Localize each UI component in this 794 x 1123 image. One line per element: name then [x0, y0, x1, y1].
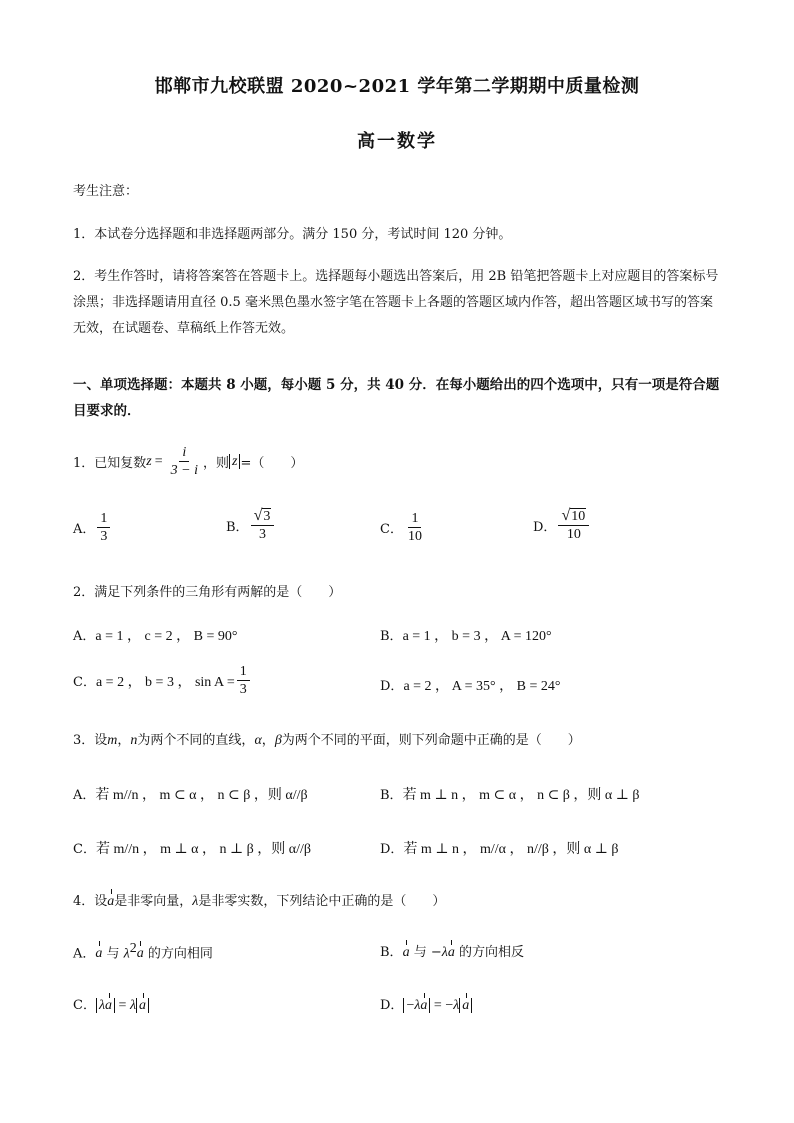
- q1-option-d: [533, 508, 591, 543]
- option-text: a = 1 ， b = 3 ， A = 120°: [402, 629, 552, 644]
- option-text: a = 1 ， c = 2 ， B = 90°: [95, 629, 238, 644]
- q2-option-c: [73, 663, 252, 698]
- radicand: 3: [263, 509, 271, 524]
- abs-value: [403, 998, 430, 1013]
- option-label: D．: [380, 679, 404, 694]
- option-text: 与 −: [409, 945, 442, 960]
- option-text: 的方向相反: [454, 945, 524, 960]
- radicand: 10: [571, 509, 586, 524]
- vector-a: a: [139, 998, 147, 1013]
- fraction-den: 3: [258, 527, 266, 542]
- stem-text: 4．设: [73, 894, 108, 909]
- option-label: A．: [73, 788, 96, 803]
- stem-text: 为两个不同的平面，则下列命题中正确的是（ ）: [281, 733, 581, 748]
- question-2-stem: 2．满足下列条件的三角形有两解的是（ ）: [73, 585, 342, 600]
- equals: = −: [430, 998, 454, 1013]
- vector-a: a: [136, 946, 144, 962]
- q2-option-a: [73, 625, 237, 645]
- vector-a: a: [95, 946, 103, 962]
- var-lambda: λ: [98, 998, 106, 1013]
- vector-a: a: [447, 945, 455, 960]
- fraction-den: 10: [566, 527, 581, 542]
- q1-c-fraction: [405, 510, 425, 545]
- exam-subtitle: 高一数学: [357, 131, 437, 152]
- section-heading: 一、单项选择题：本题共 8 小题，每小题 5 分，共 40 分．在每小题给出的四个选项中，只有一项是符合题目要求的．: [73, 377, 720, 419]
- stem-text: ，: [117, 733, 131, 748]
- q4-option-c: [73, 994, 149, 1014]
- option-text: a = 2 ， b = 3 ， sin A =: [95, 674, 235, 690]
- q1-b-fraction: [251, 508, 275, 543]
- option-label: C．: [380, 522, 403, 537]
- option-label: A．: [73, 522, 96, 537]
- fraction-num: [558, 508, 589, 526]
- stem-text: 3．设: [73, 733, 108, 748]
- var-lambda: λ: [192, 894, 199, 909]
- q3-option-b: [380, 784, 640, 804]
- q1-z: z: [146, 453, 152, 469]
- option-text: 与: [102, 946, 124, 962]
- option-label: B．: [380, 788, 403, 803]
- q1-prefix: 1．已知复数: [73, 456, 147, 471]
- abs-value: [459, 998, 472, 1013]
- q4-option-d: [380, 994, 472, 1014]
- var-lambda: λ: [441, 945, 448, 960]
- var-n: n: [130, 733, 138, 748]
- q1-fraction-num: i: [179, 444, 189, 462]
- q3-option-d: [380, 838, 619, 858]
- abs-value: [136, 998, 149, 1013]
- q1-option-c: [380, 510, 427, 545]
- var-lambda: λ: [453, 998, 460, 1013]
- stem-text: ，: [261, 733, 275, 748]
- fraction-den: 3: [239, 682, 247, 697]
- question-1-stem: [73, 444, 303, 479]
- vector-a: a: [107, 894, 115, 909]
- vector-a: a: [462, 998, 470, 1013]
- q1-tail: =（ ）: [240, 456, 304, 471]
- exponent: 2: [129, 941, 137, 956]
- stem-text: 为两个不同的直线，: [137, 733, 255, 748]
- fraction-den: 10: [407, 529, 422, 544]
- option-label: C．: [73, 998, 96, 1013]
- fraction-den: 3: [100, 529, 108, 544]
- stem-text: 是非零实数，下列结论中正确的是（ ）: [198, 894, 446, 909]
- var-m: m: [107, 733, 118, 748]
- fraction-num: 1: [237, 663, 250, 681]
- q2-c-fraction: [237, 663, 250, 698]
- q1-mid: ，则: [202, 456, 229, 471]
- question-4-stem: [73, 890, 445, 910]
- option-label: B．: [226, 520, 249, 535]
- q3-option-a: [73, 784, 308, 804]
- q1-fraction-den: 3 − i: [170, 463, 198, 478]
- q1-option-b: [226, 508, 276, 543]
- vector-a: a: [105, 998, 113, 1013]
- var-lambda: λ: [414, 998, 421, 1013]
- option-label: A．: [73, 629, 96, 644]
- option-text: 若 m//n ， m ⊥ α ， n ⊥ β ，则 α//β: [95, 842, 312, 857]
- q1-a-fraction: [97, 510, 110, 545]
- minus: −: [406, 998, 415, 1013]
- fraction-num: 1: [97, 510, 110, 528]
- option-label: B．: [380, 945, 403, 960]
- fraction-num: 1: [408, 510, 421, 528]
- q2-option-d: [380, 675, 560, 695]
- q1-fraction: [168, 444, 201, 479]
- option-label: D．: [380, 998, 404, 1013]
- option-text: a = 2 ， A = 35° ， B = 24°: [403, 679, 561, 694]
- exam-title: 邯郸市九校联盟 2020~2021 学年第二学期期中质量检测: [154, 76, 640, 97]
- option-label: D．: [533, 520, 557, 535]
- sqrt: √ 10: [561, 507, 586, 524]
- vector-a: a: [402, 945, 410, 960]
- option-text: 的方向相同: [143, 946, 213, 962]
- q4-option-b: [380, 941, 524, 961]
- abs-value: [96, 998, 115, 1013]
- option-text: 若 m ⊥ n ， m//α ， n//β ，则 α ⊥ β: [403, 842, 619, 857]
- option-label: D．: [380, 842, 404, 857]
- option-label: C．: [73, 675, 96, 690]
- q3-option-c: [73, 838, 311, 858]
- option-text: 若 m ⊥ n ， m ⊂ α ， n ⊂ β ，则 α ⊥ β: [402, 788, 640, 803]
- q2-option-b: [380, 625, 552, 645]
- equals: =: [115, 998, 130, 1013]
- sqrt: √ 3: [253, 507, 271, 524]
- fraction-num: [251, 508, 275, 526]
- q1-eq: =: [154, 453, 163, 469]
- stem-text: 是非零向量，: [114, 894, 193, 909]
- option-label: C．: [73, 842, 96, 857]
- var-lambda: λ: [123, 946, 130, 962]
- q1-option-a: [73, 510, 112, 545]
- var-lambda: λ: [129, 998, 137, 1013]
- option-label: A．: [73, 946, 96, 962]
- option-label: B．: [380, 629, 403, 644]
- var-beta: β: [274, 733, 282, 748]
- vector-a: a: [420, 998, 428, 1013]
- var-alpha: α: [254, 733, 262, 748]
- q1-abs-z: z: [229, 454, 240, 469]
- notice-heading: 考生注意：: [73, 184, 139, 199]
- notice-item-2: 2．考生作答时，请将答案答在答题卡上。选择题每小题选出答案后，用 2B 铅笔把答题卡上对应题目的答案标号涂黑；非选择题请用直径 0.5 毫米黑色墨水签字笔在答题卡上各题的答题区域内作答，超出答题区域书写的答案无效，在试题卷、草稿纸上作答无效。: [73, 269, 719, 336]
- notice-item-1: 1．本试卷分选择题和非选择题两部分。满分 150 分，考试时间 120 分钟。: [73, 227, 512, 242]
- question-3-stem: [73, 729, 581, 749]
- option-text: 若 m//n ， m ⊂ α ， n ⊂ β ，则 α//β: [95, 788, 308, 803]
- q1-d-fraction: [558, 508, 589, 543]
- q4-option-a: [73, 941, 213, 962]
